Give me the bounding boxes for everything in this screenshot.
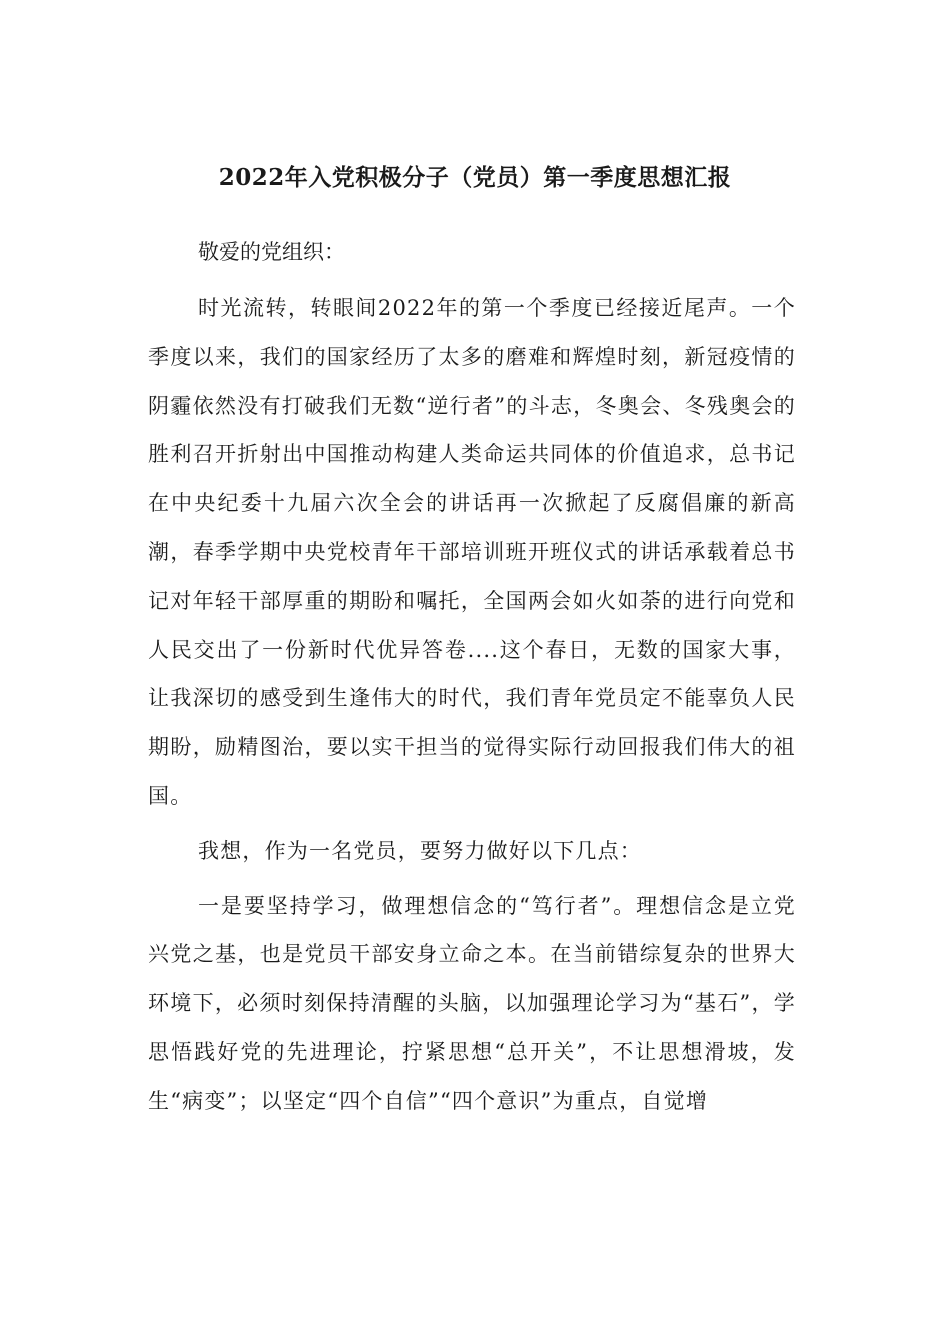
- document-title: 2022年入党积极分子（党员）第一季度思想汇报: [218, 164, 732, 191]
- paragraph-1: 时光流转，转眼间2022年的第一个季度已经接近尾声。一个季度以来，我们的国家经历了太多的磨难和辉煌时刻，新冠疫情的阴霾依然没有打破我们无数“逆行者”的斗志，冬奥会、冬残奥会的胜利召开折射出中国推动构建人类命运共同体的价值追求，总书记在中央纪委十九届六次全会的讲话再一次掀起了反腐倡廉的新高潮，春季学期中央党校青年干部培训班开班仪式的讲话承载着总书记对年轻干部厚重的期盼和嘱托，全国两会如火如荼的进行向党和人民交出了一份新时代优异答卷....这个春日，无数的国家大事，让我深切的感受到生逢伟大的时代，我们青年党员定不能辜负人民期盼，励精图治，要以实干担当的觉得实际行动回报我们伟大的祖国。: [148, 296, 796, 808]
- paragraph-2: 我想，作为一名党员，要努力做好以下几点：: [198, 838, 642, 863]
- document-body: [148, 228, 796, 1126]
- paragraph-3: 一是要坚持学习，做理想信念的“笃行者”。理想信念是立党兴党之基，也是党员干部安身立命之本。在当前错综复杂的世界大环境下，必须时刻保持清醒的头脑，以加强理论学习为“基石”，学思悟践好党的先进理论，拧紧思想“总开关”，不让思想滑坡，发生“病变”；以坚定“四个自信”“四个意识”为重点，自觉增: [148, 893, 796, 1113]
- salutation: 敬爱的党组织：: [198, 240, 345, 264]
